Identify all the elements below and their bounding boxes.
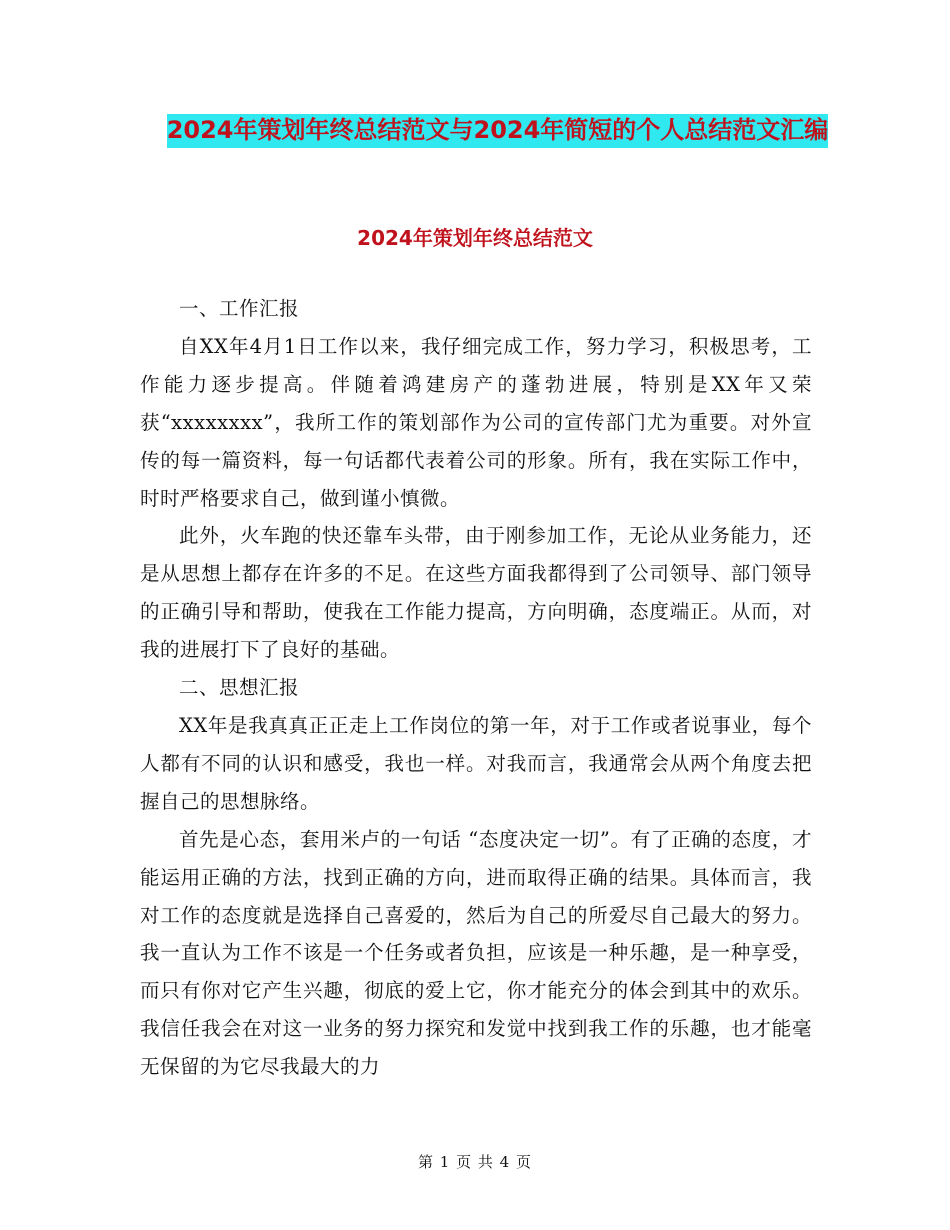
paragraph-heading-thought-report: 二、思想汇报 <box>179 676 300 700</box>
paragraph: XX年是我真真正正走上工作岗位的第一年，对于工作或者说事业，每个人都有不同的认识和感受，我也一样。对我而言，我通常会从两个角度去把握自己的思想脉络。 <box>140 713 812 813</box>
paragraph: 此外，火车跑的快还靠车头带，由于刚参加工作，无论从业务能力，还是从思想上都存在许多的不足。在这些方面我都得到了公司领导、部门领导的正确引导和帮助，使我在工作能力提高，方向明确，态度端正。从而，对我的进展打下了良好的基础。 <box>140 524 812 662</box>
document-title <box>140 108 855 152</box>
document-title-highlight: 2024年策划年终总结范文与2024年简短的个人总结范文汇编 <box>167 114 829 148</box>
paragraph: 首先是心态，套用米卢的一句话 “态度决定一切”。有了正确的态度，才能运用正确的方法，找到正确的方向，进而取得正确的结果。具体而言，我对工作的态度就是选择自己喜爱的，然后为自己的所爱尽自己最大的努力。我一直认为工作不该是一个任务或者负担，应该是一种乐趣，是一种享受，而只有你对它产生兴趣，彻底的爱上它，你才能充分的体会到其中的欢乐。我信任我会在对这一业务的努力探究和发觉中找到我工作的乐趣，也才能毫无保留的为它尽我最大的力 <box>140 827 812 1079</box>
paragraph-heading-work-report: 一、工作汇报 <box>179 297 300 320</box>
paragraph: 自XX年4月1日工作以来，我仔细完成工作，努力学习，积极思考，工作能力逐步提高。伴随着鸿建房产的蓬勃进展，特别是XX年又荣获“xxxxxxxx”，我所工作的策划部作为公司的宣传部门尤为重要。对外宣传的每一篇资料，每一句话都代表着公司的形象。所有，我在实际工作中，时时严格要求自己，做到谨小慎微。 <box>140 334 812 510</box>
section-title: 2024年策划年终总结范文 <box>357 226 593 250</box>
page-number-footer: 第 1 页 共 4 页 <box>418 1153 532 1171</box>
document-body <box>140 290 812 1086</box>
